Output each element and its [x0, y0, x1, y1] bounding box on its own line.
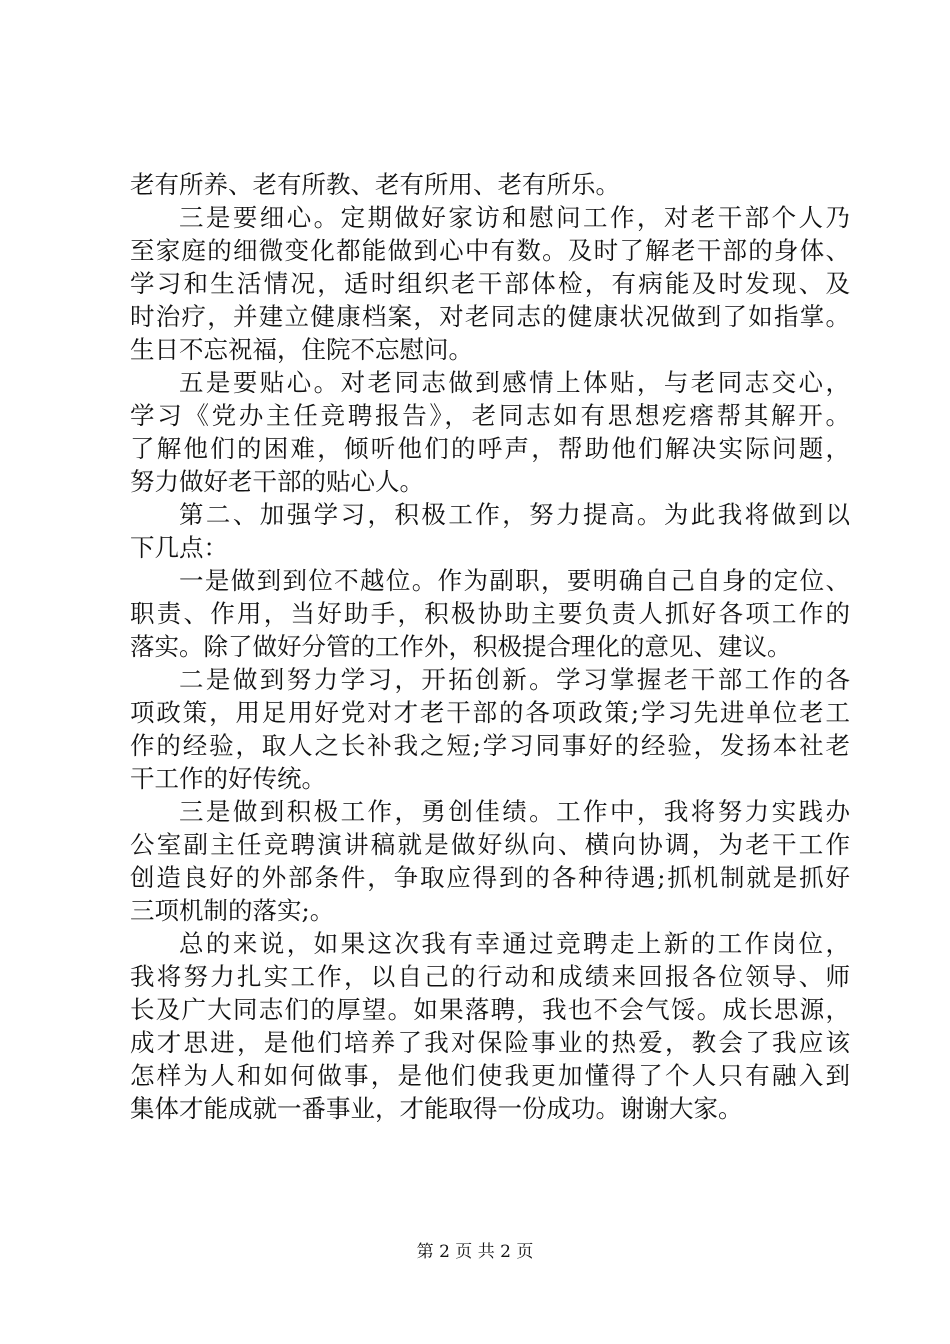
text-line: 长及广大同志们的厚望。如果落聘，我也不会气馁。成长思源，: [130, 995, 850, 1024]
text-line: 项政策，用足用好党对才老干部的各项政策;学习先进单位老工: [130, 698, 850, 727]
text-line: 总的来说，如果这次我有幸通过竞聘走上新的工作岗位，: [179, 929, 850, 958]
text-line: 老有所养、老有所教、老有所用、老有所乐。: [130, 170, 620, 199]
text-line: 第二、加强学习，积极工作，努力提高。为此我将做到以: [179, 500, 850, 529]
text-line: 怎样为人和如何做事，是他们使我更加懂得了个人只有融入到: [130, 1061, 850, 1090]
text-line: 三是做到积极工作，勇创佳绩。工作中，我将努力实践办: [179, 797, 850, 826]
text-line: 学习和生活情况，适时组织老干部体检，有病能及时发现、及: [130, 269, 850, 298]
text-line: 学习《党办主任竞聘报告》，老同志如有思想疙瘩帮其解开。: [130, 401, 850, 430]
text-line: 作的经验，取人之长补我之短;学习同事好的经验，发扬本社老: [130, 731, 850, 760]
text-line: 我将努力扎实工作，以自己的行动和成绩来回报各位领导、师: [130, 962, 850, 991]
text-line: 三是要细心。定期做好家访和慰问工作，对老干部个人乃: [179, 203, 850, 232]
text-line: 时治疗，并建立健康档案，对老同志的健康状况做到了如指掌。: [130, 302, 850, 331]
text-line: 一是做到到位不越位。作为副职，要明确自己自身的定位、: [179, 566, 850, 595]
text-line: 二是做到努力学习，开拓创新。学习掌握老干部工作的各: [179, 665, 850, 694]
text-line: 落实。除了做好分管的工作外，积极提合理化的意见、建议。: [130, 632, 792, 661]
text-line: 下几点：: [130, 533, 228, 562]
text-line: 成才思进，是他们培养了我对保险事业的热爱，教会了我应该: [130, 1028, 850, 1057]
text-line: 三项机制的落实;。: [130, 896, 335, 925]
document-body: [130, 168, 850, 1125]
text-line: 五是要贴心。对老同志做到感情上体贴，与老同志交心，: [179, 368, 850, 397]
text-line: 了解他们的困难，倾听他们的呼声，帮助他们解决实际问题，: [130, 434, 850, 463]
text-line: 努力做好老干部的贴心人。: [130, 467, 424, 496]
text-line: 集体才能成就一番事业，才能取得一份成功。谢谢大家。: [130, 1094, 743, 1123]
text-line: 创造良好的外部条件，争取应得到的各种待遇;抓机制就是抓好: [130, 863, 850, 892]
page-number-footer: 第 2 页 共 2 页: [416, 1242, 534, 1262]
text-line: 公室副主任竞聘演讲稿就是做好纵向、横向协调，为老干工作: [130, 830, 850, 859]
text-line: 干工作的好传统。: [130, 764, 326, 793]
text-line: 生日不忘祝福，住院不忘慰问。: [130, 335, 473, 364]
text-line: 至家庭的细微变化都能做到心中有数。及时了解老干部的身体、: [130, 236, 850, 265]
text-line: 职责、作用，当好助手，积极协助主要负责人抓好各项工作的: [130, 599, 850, 628]
